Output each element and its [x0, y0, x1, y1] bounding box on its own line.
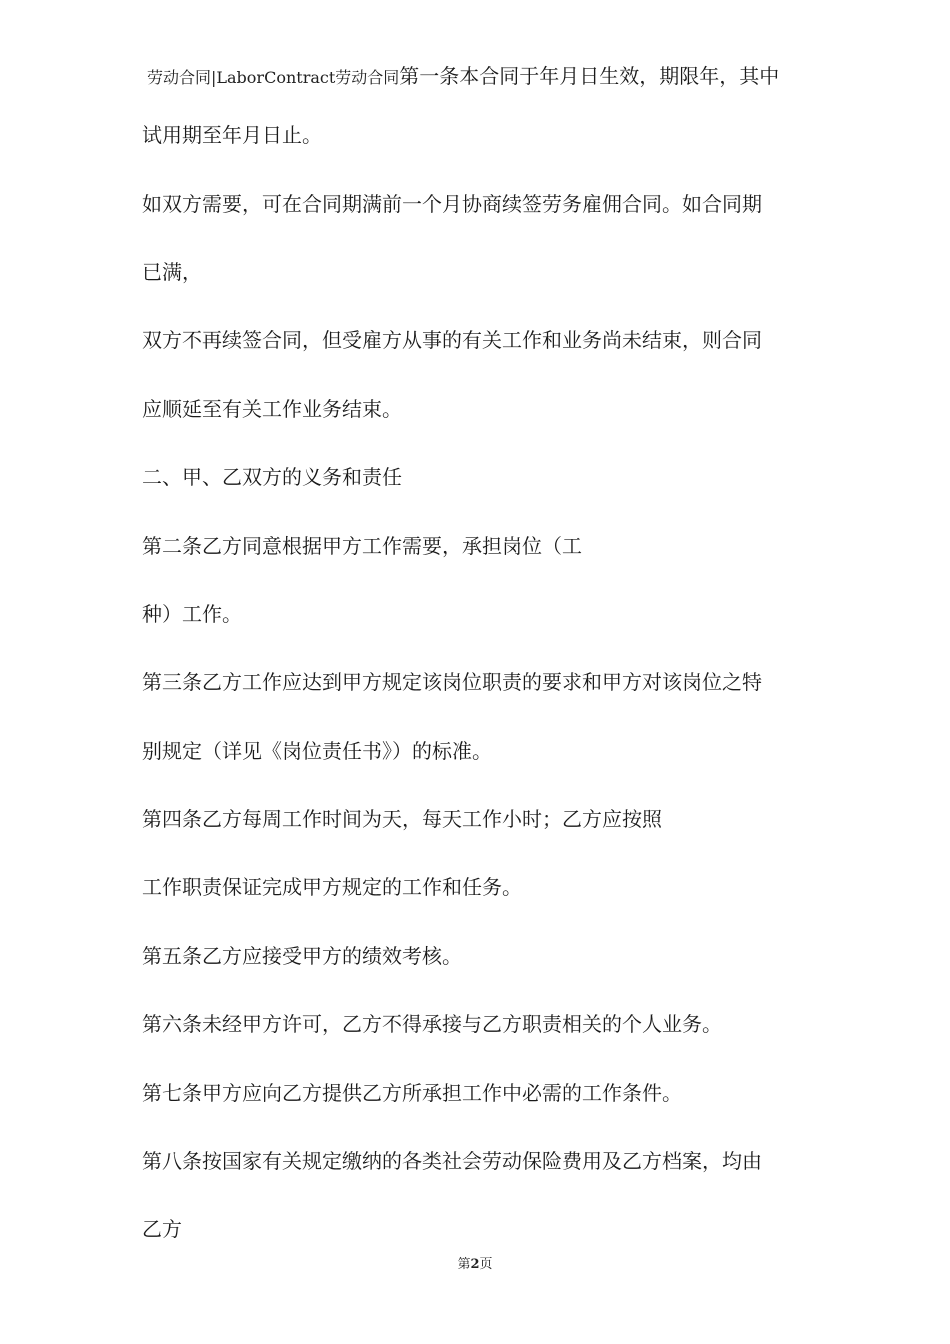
- footer-suffix: 页: [479, 1257, 493, 1272]
- text-line-2: 试用期至年月日止。: [142, 123, 322, 147]
- page-number: 2: [470, 1257, 480, 1272]
- text-line-14: 第五条乙方应接受甲方的绩效考核。: [142, 944, 462, 968]
- text-line-13: 工作职责保证完成甲方规定的工作和任务。: [142, 875, 522, 899]
- text-line-8: 第二条乙方同意根据甲方工作需要，承担岗位（工: [142, 534, 582, 558]
- text-line-11: 别规定（详见《岗位责任书》）的标准。: [142, 739, 492, 763]
- text-line-15: 第六条未经甲方许可，乙方不得承接与乙方职责相关的个人业务。: [142, 1012, 722, 1036]
- text-line-17: 第八条按国家有关规定缴纳的各类社会劳动保险费用及乙方档案，均由: [142, 1149, 762, 1173]
- text-line-5: 双方不再续签合同，但受雇方从事的有关工作和业务尚未结束，则合同: [142, 328, 762, 352]
- header-reference: 劳动合同|LaborContract劳动合同: [147, 68, 400, 87]
- text-line-9: 种）工作。: [142, 602, 242, 626]
- text-line-1-body: 第一条本合同于年月日生效，期限年，其中: [399, 64, 780, 88]
- text-line-18: 乙方: [142, 1217, 182, 1241]
- text-line-1: [147, 61, 810, 91]
- text-line-3: 如双方需要，可在合同期满前一个月协商续签劳务雇佣合同。如合同期: [142, 192, 762, 216]
- text-line-6: 应顺延至有关工作业务结束。: [142, 397, 402, 421]
- text-line-12: 第四条乙方每周工作时间为天，每天工作小时；乙方应按照: [142, 807, 662, 831]
- page-number-footer: [0, 1255, 950, 1275]
- text-line-4: 已满，: [142, 260, 202, 284]
- footer-prefix: 第: [457, 1257, 471, 1272]
- text-line-10: 第三条乙方工作应达到甲方规定该岗位职责的要求和甲方对该岗位之特: [142, 670, 762, 694]
- section-heading: 二、甲、乙双方的义务和责任: [142, 465, 402, 489]
- text-line-16: 第七条甲方应向乙方提供乙方所承担工作中必需的工作条件。: [142, 1081, 682, 1105]
